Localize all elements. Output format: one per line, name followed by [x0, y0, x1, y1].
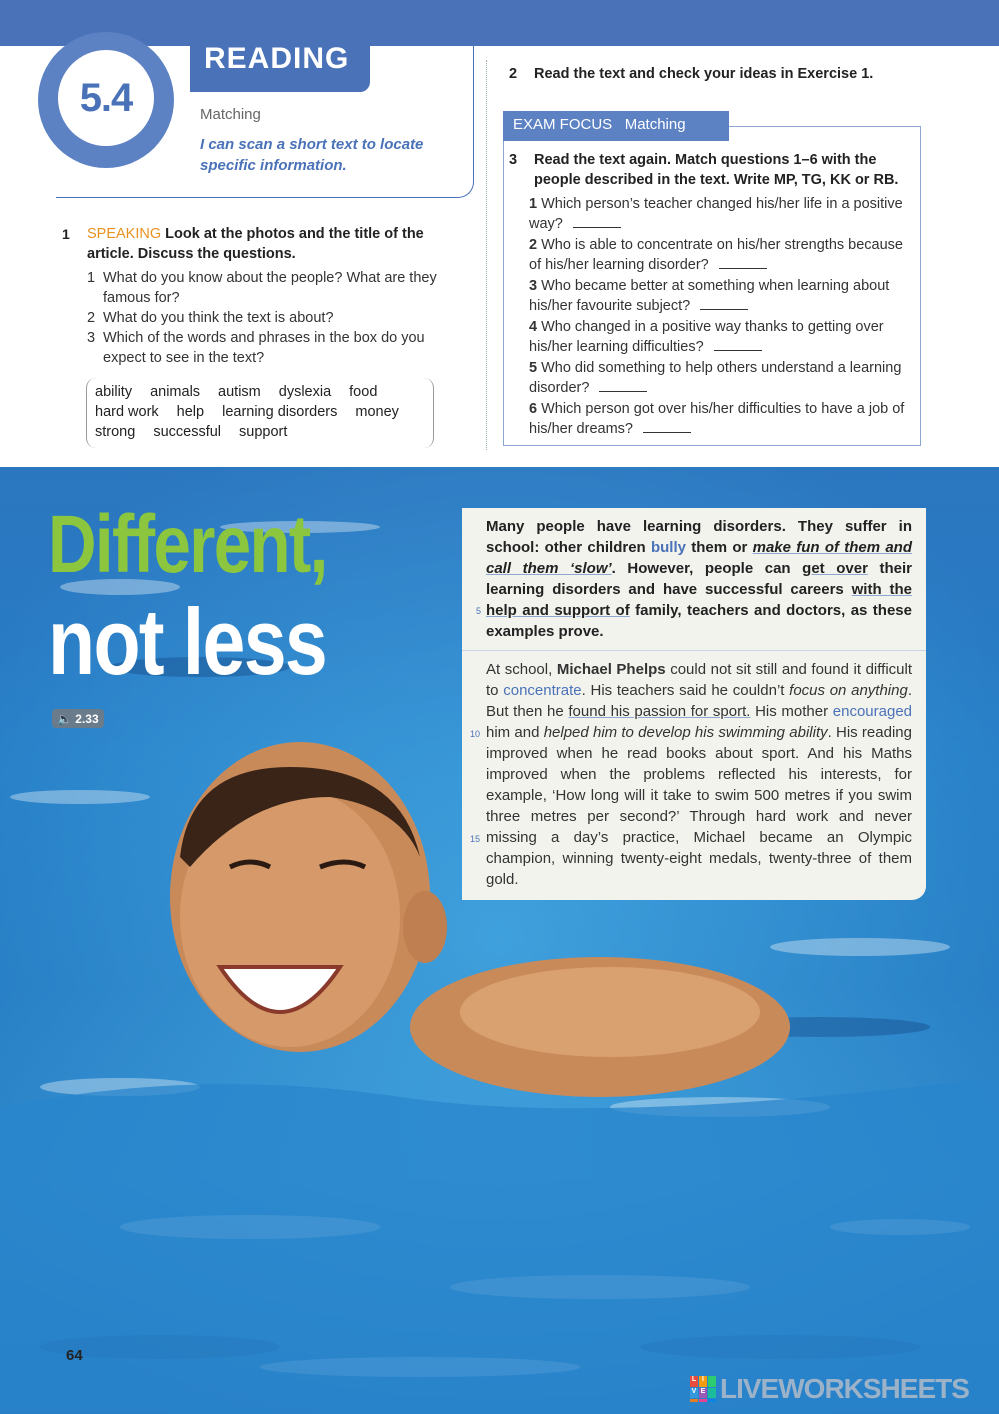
logo-cell: E [699, 1388, 707, 1399]
logo-cell [708, 1399, 716, 1402]
logo-cell: V [690, 1388, 698, 1399]
article-title-line-2: not less [48, 589, 327, 694]
exercise-3-instruction: Read the text again. Match questions 1–6 with the people described in the text. Write MP, TG, KK or RB. [534, 152, 899, 188]
list-item [529, 399, 913, 439]
logo-cell: I [699, 1376, 707, 1387]
list-item [529, 276, 913, 316]
list-item [87, 308, 457, 328]
article-title-line-1: Different, [48, 499, 327, 590]
word-box-row [95, 382, 425, 402]
watermark [690, 1374, 969, 1404]
column-divider [486, 60, 487, 450]
article-intro [486, 516, 912, 642]
exercise-1-instruction [87, 224, 463, 264]
answer-blank[interactable] [573, 216, 621, 228]
body-text: At school, [486, 661, 557, 678]
word: food [349, 384, 378, 400]
question-number: 2 [87, 310, 96, 326]
line-number: 15 [470, 834, 481, 844]
list-item [529, 235, 913, 275]
body-text: him and [486, 724, 544, 741]
word: successful [153, 424, 222, 440]
answer-blank[interactable] [719, 257, 767, 269]
word: animals [150, 384, 201, 400]
exercise-2 [509, 66, 873, 82]
body-text: His mother [750, 703, 833, 720]
logo-cell [708, 1376, 716, 1387]
body-text: . His teachers said he couldn’t [581, 682, 790, 699]
item-number: 3 [529, 278, 538, 294]
phrase-passion: found his passion for sport. [568, 703, 751, 720]
logo-cell [699, 1399, 707, 1402]
word-box-row [95, 402, 425, 422]
audio-track-button[interactable] [52, 709, 104, 728]
logo-cell [708, 1388, 716, 1399]
exercise-1-text: Look at the photos and the title of the article. Discuss the questions. [87, 226, 424, 262]
list-item [529, 358, 913, 398]
vocab-concentrate: concentrate [503, 682, 582, 699]
word: support [239, 424, 288, 440]
exam-focus-label: EXAM FOCUS [513, 116, 613, 133]
speaker-icon: 🔈 [57, 711, 73, 726]
item-text: Who is able to concentrate on his/her strengths because of his/her learning disorder? [529, 237, 903, 273]
intro-text: Many people have learning disorders. They suffer in school: other children [486, 518, 912, 556]
question-text: What do you know about the people? What are they famous for? [103, 270, 437, 306]
audio-track-number: 2.33 [75, 711, 99, 726]
word: help [176, 404, 205, 420]
question-text: What do you think the text is about? [103, 310, 334, 326]
answer-blank[interactable] [599, 380, 647, 392]
item-number: 6 [529, 401, 538, 417]
phrase-helped: helped him to develop his swimming ability [543, 724, 828, 741]
answer-blank[interactable] [714, 339, 762, 351]
body-text: . But then he [486, 682, 912, 720]
intro-text: their learning disorders and have successful careers [486, 560, 912, 598]
exercise-3-header [509, 150, 919, 190]
logo-cell: L [690, 1376, 698, 1387]
word: money [355, 404, 399, 420]
line-number: 10 [470, 729, 481, 739]
word: autism [218, 384, 261, 400]
word: learning disorders [222, 404, 338, 420]
phrase-get-over: get over [802, 560, 868, 577]
body-text: . His reading improved when he read books about sport. And his Maths improved when the problems reflected his interests, for example, ‘How long will it take to swim 500 metres if you swim three metres per second?’ Through hard work and never missing a day’s practice, Michael became an Olympic champion, winning twenty-eight medals, twenty-three of them gold. [486, 724, 912, 888]
word: dyslexia [278, 384, 332, 400]
exercise-2-instruction: Read the text and check your ideas in Exercise 1. [534, 66, 874, 82]
question-number: 3 [87, 330, 96, 346]
section-title: READING [204, 42, 350, 75]
item-number: 5 [529, 360, 538, 376]
list-item [87, 328, 457, 368]
question-number: 1 [87, 270, 96, 286]
intro-text: . However, people can [611, 560, 803, 577]
answer-blank[interactable] [643, 421, 691, 433]
word: strong [95, 424, 136, 440]
exercise-1-questions [87, 268, 457, 368]
article-divider [462, 650, 926, 651]
body-text: could not sit still and found it difficult to [486, 661, 913, 699]
item-text: Who changed in a positive way thanks to getting over his/her learning difficulties? [529, 319, 884, 355]
watermark-logo [690, 1376, 716, 1402]
phrase-focus: focus on anything [789, 682, 908, 699]
speaking-label: SPEAKING [87, 226, 162, 242]
page-number: 64 [66, 1347, 83, 1364]
item-text: Which person’s teacher changed his/her life in a positive way? [529, 196, 903, 232]
section-subtitle: Matching [200, 106, 261, 123]
intro-text: family, teachers and doctors, as these examples prove. [486, 602, 912, 640]
word: ability [95, 384, 133, 400]
top-band [0, 0, 999, 46]
exercise-2-number: 2 [509, 66, 518, 82]
item-number: 4 [529, 319, 538, 335]
list-item [529, 194, 913, 234]
word-box [86, 378, 434, 448]
logo-cell [690, 1399, 698, 1402]
list-item [529, 317, 913, 357]
exam-focus-type: Matching [624, 116, 686, 133]
exam-focus-tab [503, 111, 729, 141]
watermark-text: LIVEWORKSHEETS [720, 1373, 969, 1404]
exercise-3-items [529, 194, 913, 440]
item-text: Who became better at something when learning about his/her favourite subject? [529, 278, 890, 314]
article-body [486, 659, 912, 890]
answer-blank[interactable] [700, 298, 748, 310]
item-text: Who did something to help others understand a learning disorder? [529, 360, 902, 396]
line-number: 5 [476, 606, 482, 616]
intro-text: them or [685, 539, 753, 556]
question-text: Which of the words and phrases in the box do you expect to see in the text? [103, 330, 425, 366]
item-number: 2 [529, 237, 538, 253]
word: hard work [95, 404, 159, 420]
article-text-box [462, 508, 926, 900]
item-number: 1 [529, 196, 538, 212]
learning-objective: I can scan a short text to locate specific information. [200, 136, 424, 174]
word-box-row [95, 422, 425, 442]
phrase-with-help: with the help and support of [486, 581, 912, 619]
person-name: Michael Phelps [556, 661, 666, 678]
item-text: Which person got over his/her difficulties to have a job of his/her dreams? [529, 401, 905, 437]
phrase-make-fun: make fun of them and call them ‘slow’ [486, 539, 912, 577]
list-item [87, 268, 457, 308]
vocab-bully: bully [650, 539, 686, 556]
unit-number: 5.4 [79, 75, 133, 120]
vocab-encouraged: encouraged [832, 703, 912, 720]
exercise-3-number: 3 [509, 152, 518, 168]
exercise-1-number: 1 [62, 226, 70, 242]
